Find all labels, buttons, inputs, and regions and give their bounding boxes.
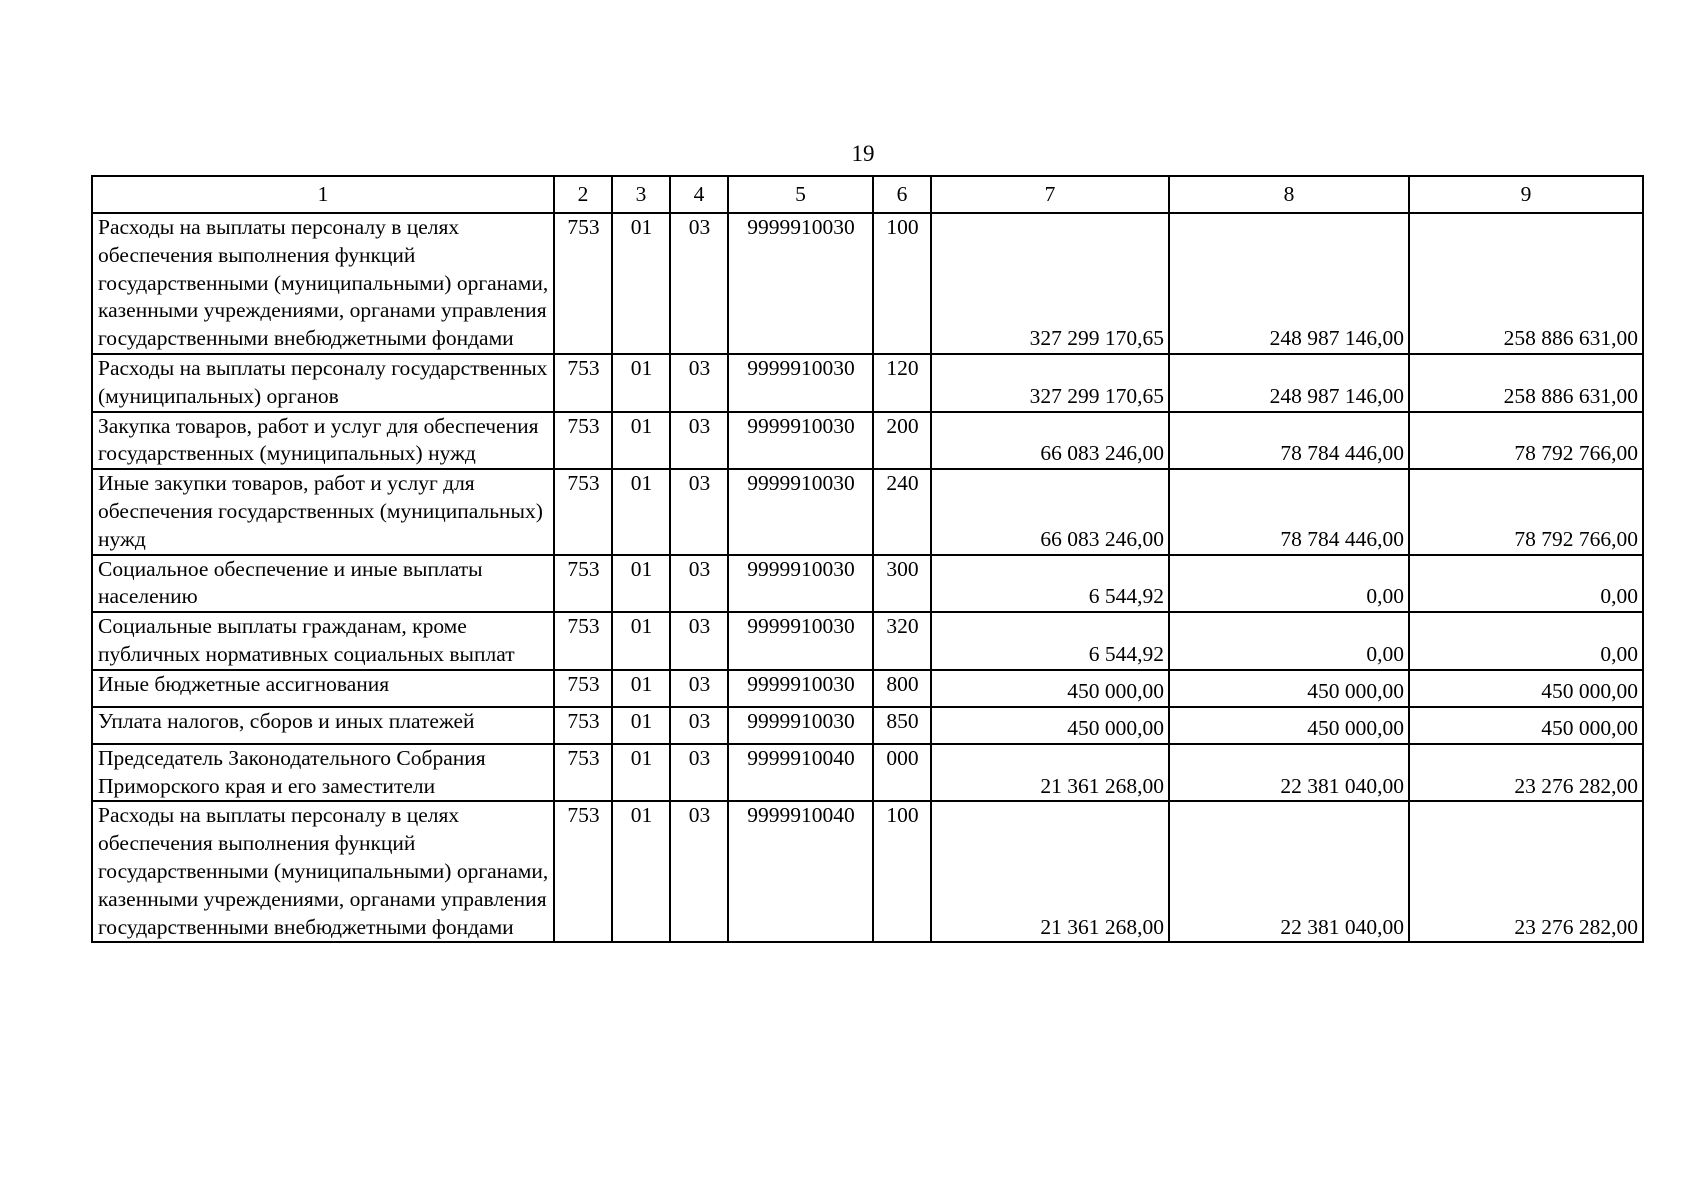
amount-col8-cell: 248 987 146,00 <box>1169 354 1409 412</box>
ministry-code-cell: 753 <box>554 469 612 554</box>
ministry-code-cell: 753 <box>554 555 612 613</box>
amount-col8-cell: 78 784 446,00 <box>1169 412 1409 470</box>
header-cell: 8 <box>1169 176 1409 213</box>
budget-table <box>91 175 1644 943</box>
amount-col7-cell: 450 000,00 <box>931 707 1169 744</box>
amount-col8-cell: 22 381 040,00 <box>1169 801 1409 942</box>
subsection-code-cell: 03 <box>670 744 728 802</box>
header-cell: 1 <box>92 176 554 213</box>
table-row <box>92 213 1643 354</box>
amount-col7-cell: 450 000,00 <box>931 670 1169 707</box>
table-row <box>92 801 1643 942</box>
section-code-cell: 01 <box>612 412 670 470</box>
section-code-cell: 01 <box>612 612 670 670</box>
expense-type-cell: 000 <box>873 744 931 802</box>
section-code-cell: 01 <box>612 744 670 802</box>
header-row <box>92 176 1643 213</box>
section-code-cell: 01 <box>612 469 670 554</box>
amount-col9-cell: 23 276 282,00 <box>1409 801 1643 942</box>
target-article-cell: 9999910030 <box>728 555 873 613</box>
header-cell: 9 <box>1409 176 1643 213</box>
section-code-cell: 01 <box>612 213 670 354</box>
expense-name-cell: Расходы на выплаты персоналу в целях обеспечения выполнения функций государственными (муниципальными) органами, казенными учреждениями, органами управления государственными внебюджетными фондами <box>92 801 554 942</box>
table-row <box>92 555 1643 613</box>
amount-col7-cell: 327 299 170,65 <box>931 354 1169 412</box>
header-cell: 7 <box>931 176 1169 213</box>
amount-col7-cell: 66 083 246,00 <box>931 469 1169 554</box>
expense-type-cell: 100 <box>873 213 931 354</box>
expense-name-cell: Социальные выплаты гражданам, кроме публичных нормативных социальных выплат <box>92 612 554 670</box>
subsection-code-cell: 03 <box>670 612 728 670</box>
section-code-cell: 01 <box>612 801 670 942</box>
target-article-cell: 9999910030 <box>728 469 873 554</box>
header-cell: 3 <box>612 176 670 213</box>
amount-col9-cell: 78 792 766,00 <box>1409 412 1643 470</box>
section-code-cell: 01 <box>612 555 670 613</box>
amount-col8-cell: 450 000,00 <box>1169 707 1409 744</box>
subsection-code-cell: 03 <box>670 801 728 942</box>
table-row <box>92 707 1643 744</box>
header-cell: 6 <box>873 176 931 213</box>
header-cell: 4 <box>670 176 728 213</box>
target-article-cell: 9999910030 <box>728 707 873 744</box>
target-article-cell: 9999910030 <box>728 670 873 707</box>
amount-col9-cell: 450 000,00 <box>1409 670 1643 707</box>
amount-col8-cell: 22 381 040,00 <box>1169 744 1409 802</box>
expense-type-cell: 200 <box>873 412 931 470</box>
subsection-code-cell: 03 <box>670 555 728 613</box>
expense-type-cell: 120 <box>873 354 931 412</box>
expense-type-cell: 320 <box>873 612 931 670</box>
table-row <box>92 744 1643 802</box>
table-row <box>92 412 1643 470</box>
table-row <box>92 670 1643 707</box>
expense-type-cell: 800 <box>873 670 931 707</box>
expense-type-cell: 300 <box>873 555 931 613</box>
expense-type-cell: 100 <box>873 801 931 942</box>
target-article-cell: 9999910030 <box>728 213 873 354</box>
expense-name-cell: Социальное обеспечение и иные выплаты населению <box>92 555 554 613</box>
table-row <box>92 612 1643 670</box>
amount-col7-cell: 21 361 268,00 <box>931 744 1169 802</box>
page-number: 19 <box>851 141 875 166</box>
expense-type-cell: 240 <box>873 469 931 554</box>
expense-name-cell: Председатель Законодательного Собрания Приморского края и его заместители <box>92 744 554 802</box>
amount-col9-cell: 450 000,00 <box>1409 707 1643 744</box>
amount-col9-cell: 0,00 <box>1409 555 1643 613</box>
amount-col9-cell: 78 792 766,00 <box>1409 469 1643 554</box>
amount-col9-cell: 0,00 <box>1409 612 1643 670</box>
ministry-code-cell: 753 <box>554 707 612 744</box>
section-code-cell: 01 <box>612 670 670 707</box>
ministry-code-cell: 753 <box>554 612 612 670</box>
amount-col8-cell: 78 784 446,00 <box>1169 469 1409 554</box>
amount-col7-cell: 21 361 268,00 <box>931 801 1169 942</box>
expense-name-cell: Расходы на выплаты персоналу государственных (муниципальных) органов <box>92 354 554 412</box>
target-article-cell: 9999910030 <box>728 412 873 470</box>
ministry-code-cell: 753 <box>554 213 612 354</box>
amount-col7-cell: 6 544,92 <box>931 612 1169 670</box>
ministry-code-cell: 753 <box>554 412 612 470</box>
amount-col9-cell: 258 886 631,00 <box>1409 354 1643 412</box>
table-row <box>92 469 1643 554</box>
amount-col8-cell: 0,00 <box>1169 612 1409 670</box>
section-code-cell: 01 <box>612 354 670 412</box>
expense-name-cell: Расходы на выплаты персоналу в целях обеспечения выполнения функций государственными (муниципальными) органами, казенными учреждениями, органами управления государственными внебюджетными фондами <box>92 213 554 354</box>
amount-col7-cell: 6 544,92 <box>931 555 1169 613</box>
subsection-code-cell: 03 <box>670 213 728 354</box>
target-article-cell: 9999910030 <box>728 354 873 412</box>
expense-name-cell: Закупка товаров, работ и услуг для обеспечения государственных (муниципальных) нужд <box>92 412 554 470</box>
expense-type-cell: 850 <box>873 707 931 744</box>
ministry-code-cell: 753 <box>554 801 612 942</box>
amount-col8-cell: 248 987 146,00 <box>1169 213 1409 354</box>
table-row <box>92 354 1643 412</box>
target-article-cell: 9999910040 <box>728 744 873 802</box>
amount-col9-cell: 23 276 282,00 <box>1409 744 1643 802</box>
header-cell: 2 <box>554 176 612 213</box>
expense-name-cell: Уплата налогов, сборов и иных платежей <box>92 707 554 744</box>
amount-col7-cell: 66 083 246,00 <box>931 412 1169 470</box>
subsection-code-cell: 03 <box>670 412 728 470</box>
header-cell: 5 <box>728 176 873 213</box>
ministry-code-cell: 753 <box>554 744 612 802</box>
amount-col9-cell: 258 886 631,00 <box>1409 213 1643 354</box>
amount-col7-cell: 327 299 170,65 <box>931 213 1169 354</box>
ministry-code-cell: 753 <box>554 670 612 707</box>
target-article-cell: 9999910030 <box>728 612 873 670</box>
subsection-code-cell: 03 <box>670 707 728 744</box>
subsection-code-cell: 03 <box>670 670 728 707</box>
subsection-code-cell: 03 <box>670 469 728 554</box>
expense-name-cell: Иные закупки товаров, работ и услуг для обеспечения государственных (муниципальных) нужд <box>92 469 554 554</box>
amount-col8-cell: 0,00 <box>1169 555 1409 613</box>
ministry-code-cell: 753 <box>554 354 612 412</box>
section-code-cell: 01 <box>612 707 670 744</box>
expense-name-cell: Иные бюджетные ассигнования <box>92 670 554 707</box>
amount-col8-cell: 450 000,00 <box>1169 670 1409 707</box>
target-article-cell: 9999910040 <box>728 801 873 942</box>
subsection-code-cell: 03 <box>670 354 728 412</box>
